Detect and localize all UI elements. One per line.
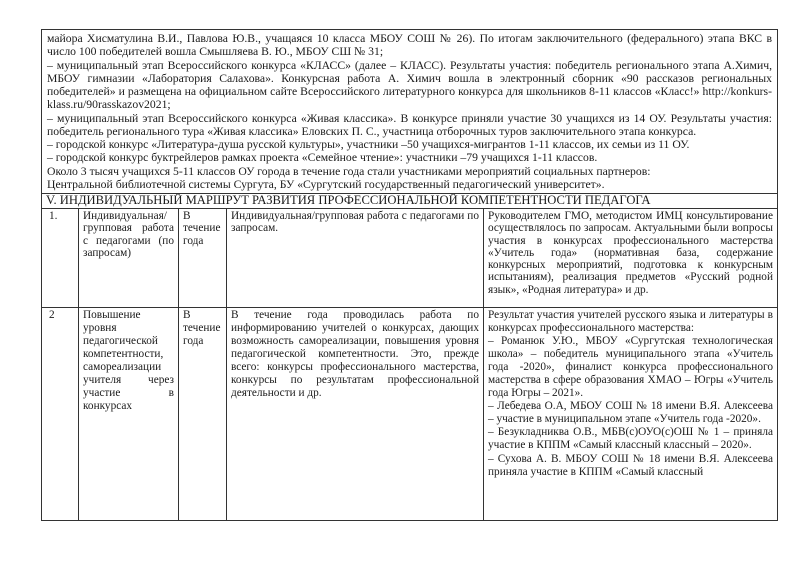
intro-paragraph: – муниципальный этап Всероссийского конкурса «КЛАСС» (далее – КЛАСС). Результаты участия: победитель регионального этапа А.Химич, МБОУ гимназии «Лаборатория Салахова». Конкурсная работа А. Химич вошла в электронный сборник «90 рассказов региональных победителей» и размещена на официальном сайте Всероссийского литературного конкурса для школьников 8-11 классов «Класс!» http://konkurs-klass.ru/90rasskazov2021; xyxy=(47,58,772,112)
intro-paragraph: Центральной библиотечной системы Сургута, БУ «Сургутский государственный педагогический университет». xyxy=(47,177,605,191)
intro-paragraph: – муниципальный этап Всероссийского конкурса «Живая классика». В конкурсе приняли участие 30 учащихся из 14 ОУ. Результаты участия: победитель регионального тура «Живая классика» Еловских П. С., участница отборочных туров заключительного этапа конкурса. xyxy=(47,111,772,138)
cell-row-number: 2 xyxy=(49,309,55,321)
intro-paragraph: – городской конкурс буктрейлеров рамках проекта «Семейное чтение»: участники –79 учащихся 1-11 классов. xyxy=(47,151,598,165)
intro-cell xyxy=(42,30,777,193)
result-paragraph: – Романюк У.Ю., МБОУ «Сургутская технологическая школа» – победитель муниципального этапа «Учитель года -2020», финалист конкурса профессионального мастерства в сфере образования ХМАО – Югры «Учитель года Югры – 2021». xyxy=(488,335,773,400)
cell-work-description: Индивидуальная/групповая работа с педагогами по запросам. xyxy=(226,209,483,307)
cell-work-description: В течение года проводилась работа по информированию учителей о конкурсах, дающих возможность самореализации, повышения уровня педагогической компетентности. Это, прежде всего: конкурсы профессионального мастерства, конкурсы по результатам профессиональной деятельности и др. xyxy=(226,308,483,520)
intro-paragraph: майора Хисматулина В.И., Павлова Ю.В., учащаяся 10 класса МБОУ СОШ № 26). По итогам заключительного (федерального) этапа ВКС в число 100 победителей вошла Смышляева В. Ю., МБОУ СШ № 31; xyxy=(47,32,772,59)
cell-result xyxy=(483,308,777,520)
table-row-1 xyxy=(42,208,777,307)
cell-activity: Повышение уровня педагогической компетентности, самореализации учителя через участие в конкурсах xyxy=(78,308,178,520)
result-paragraph: – Безукладниква О.В., МБВ(с)ОУО(с)ОШ № 1 – приняла участие в КППМ «Самый классный классный – 2020». xyxy=(488,426,773,452)
intro-paragraph: Около 3 тысяч учащихся 5-11 классов ОУ города в течение года стали участниками мероприятий социальных партнеров: xyxy=(47,164,651,178)
result-paragraph: – Сухова А. В. МБОУ СОШ № 18 имени В.Я. Алексеева приняла участие в КППМ «Самый классный xyxy=(488,452,773,478)
cell-activity: Индивидуальная/групповая работа с педагогами (по запросам) xyxy=(78,209,178,307)
result-paragraph: Результат участия учителей русского языка и литературы в конкурсах профессионального мастерства: xyxy=(488,309,773,335)
result-paragraph: Руководителем ГМО, методистом ИМЦ консультирование осуществлялось по запросам. Актуальными были вопросы участия в конкурсах профессионального мастерства «Учитель года» (нормативная база, содержание конкурсных мероприятий, подготовка к конкурсным испытаниям), реализация предметов «Русский родной язык», «Родная литература» и др. xyxy=(488,210,773,296)
cell-row-number: 1. xyxy=(49,210,58,222)
section-v-header: V. ИНДИВИДУАЛЬНЫЙ МАРШРУТ РАЗВИТИЯ ПРОФЕССИОНАЛЬНОЙ КОМПЕТЕНТНОСТИ ПЕДАГОГА xyxy=(42,193,777,208)
cell-result xyxy=(483,209,777,307)
cell-period: В течение года xyxy=(178,209,226,307)
report-table xyxy=(41,29,778,521)
cell-period: В течение года xyxy=(178,308,226,520)
table-row-2 xyxy=(42,307,777,520)
result-paragraph: – Лебедева О.А, МБОУ СОШ № 18 имени В.Я. Алексеева – участие в муниципальном этапе «Учитель года -2020». xyxy=(488,400,773,426)
intro-paragraph: – городской конкурс «Литература-душа русской культуры», участники –50 учащихся-мигрантов 1-11 классов, их семьи из 11 ОУ. xyxy=(47,138,690,151)
